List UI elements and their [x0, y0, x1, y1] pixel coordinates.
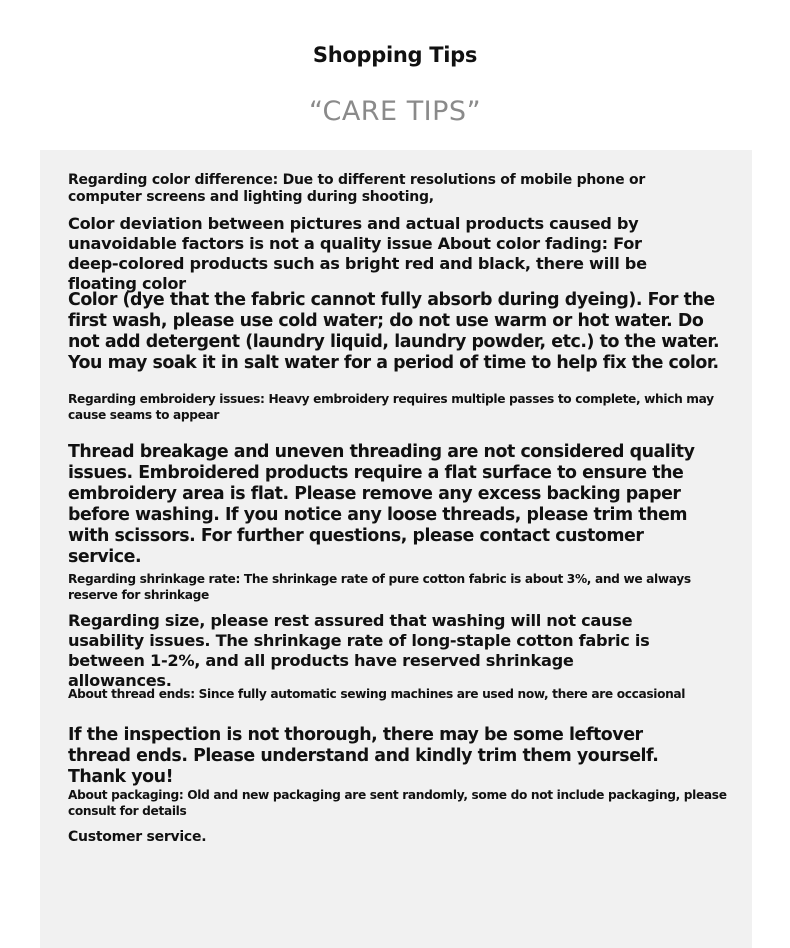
color-fading-text: Color (dye that the fabric cannot fully absorb during dyeing). For the first wash, please use cold water; do not use warm or hot water. Do not add detergent (laundry liquid, laundry powder, etc.) to the water. You may soak it in salt water for a period of time to help fix the color. [68, 290, 720, 373]
page-title: Shopping Tips [312, 43, 478, 67]
size-text: Regarding size, please rest assured that washing will not cause usability issues. The shrinkage rate of long-staple cotton fabric is between 1-2%, and all products have reserved shrinkage allowances. [68, 611, 650, 690]
color-deviation-text: Color deviation between pictures and actual products caused by unavoidable factors is not a quality issue About color fading: For deep-colored products such as bright red and black, there will be floating color [68, 214, 647, 293]
care-tips-panel [40, 150, 752, 948]
embroidery-note: Regarding embroidery issues: Heavy embroidery requires multiple passes to complete, which may cause seams to appear [68, 392, 714, 422]
customer-service-text: Customer service. [68, 829, 207, 845]
thread-ends-note: About thread ends: Since fully automatic sewing machines are used now, there are occasional [68, 687, 686, 701]
thread-ends-text: If the inspection is not thorough, there may be some leftover thread ends. Please understand and kindly trim them yourself. Thank you! [68, 725, 659, 787]
packaging-note: About packaging: Old and new packaging are sent randomly, some do not include packaging, please consult for details [68, 788, 727, 818]
shrinkage-note: Regarding shrinkage rate: The shrinkage rate of pure cotton fabric is about 3%, and we always reserve for shrinkage [68, 572, 691, 602]
color-difference-note: Regarding color difference: Due to different resolutions of mobile phone or computer screens and lighting during shooting, [68, 172, 646, 205]
embroidery-text: Thread breakage and uneven threading are not considered quality issues. Embroidered products require a flat surface to ensure the embroidery area is flat. Please remove any excess backing paper before washing. If you notice any loose threads, please trim them with scissors. For further questions, please contact customer service. [68, 442, 695, 567]
section-subtitle: “CARE TIPS” [308, 96, 482, 127]
